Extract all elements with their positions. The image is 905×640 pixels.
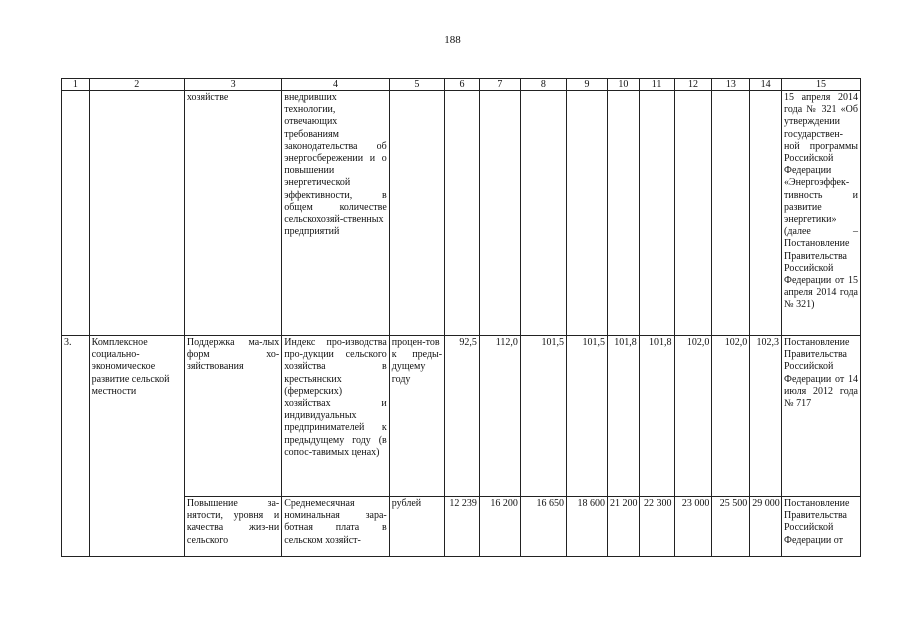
cell-value-empty	[674, 91, 712, 336]
cell-number	[62, 91, 90, 336]
col-header-1: 1	[62, 79, 90, 91]
cell-value: 101,8	[639, 336, 674, 497]
cell-value-empty	[639, 91, 674, 336]
col-header-2: 2	[89, 79, 184, 91]
cell-value: 102,0	[674, 336, 712, 497]
col-header-5: 5	[389, 79, 444, 91]
col-header-3: 3	[184, 79, 281, 91]
cell-value-empty	[712, 91, 750, 336]
cell-value: 92,5	[445, 336, 480, 497]
cell-source: 15 апреля 2014 года № 321 «Об утверждении государствен-ной программы Российской Федерации «Энергоэффек-тивность и развитие энергетики» (далее – Постановление Правительства Российской Федерации от 15 апреля 2014 года № 321)	[782, 91, 861, 336]
col-header-8: 8	[520, 79, 566, 91]
cell-value: 12 239	[445, 497, 480, 557]
cell-value: 21 200	[607, 497, 639, 557]
cell-source: Постановление Правительства Российской Федерации от	[782, 497, 861, 557]
cell-task: хозяйстве	[184, 91, 281, 336]
cell-unit: рублей	[389, 497, 444, 557]
cell-program: Комплексное социально-экономическое развитие сельской местности	[89, 336, 184, 557]
cell-value-empty	[750, 91, 782, 336]
cell-indicator: внедривших технологии, отвечающих требованиям законодательства об энергосбережении и о повышении энергетической эффективности, в общем количестве сельскохозяй-ственных предприятий	[282, 91, 390, 336]
cell-task: Повышение за-нятости, уровня и качества жиз-ни сельского	[184, 497, 281, 557]
cell-value-empty	[479, 91, 520, 336]
page-number: 188	[444, 34, 461, 46]
cell-value: 18 600	[566, 497, 607, 557]
cell-program	[89, 91, 184, 336]
cell-value: 25 500	[712, 497, 750, 557]
cell-unit: процен-тов к преды-дущему году	[389, 336, 444, 497]
cell-source: Постановление Правительства Российской Федерации от 14 июля 2012 года № 717	[782, 336, 861, 497]
cell-value-empty	[566, 91, 607, 336]
cell-value: 101,8	[607, 336, 639, 497]
col-header-7: 7	[479, 79, 520, 91]
col-header-10: 10	[607, 79, 639, 91]
cell-value: 22 300	[639, 497, 674, 557]
table-row-3a	[62, 336, 861, 497]
cell-value: 102,0	[712, 336, 750, 497]
cell-value: 29 000	[750, 497, 782, 557]
cell-indicator: Индекс про-изводства про-дукции сельского хозяйства в крестьянских (фермерских) хозяйствах и индивидуальных предпринимателей к предыдущему году (в сопос-тавимых ценах)	[282, 336, 390, 497]
cell-unit	[389, 91, 444, 336]
cell-value: 16 200	[479, 497, 520, 557]
cell-indicator: Среднемесячная номинальная зара-ботная плата в сельском хозяйст-	[282, 497, 390, 557]
cell-value: 23 000	[674, 497, 712, 557]
col-header-13: 13	[712, 79, 750, 91]
cell-value-empty	[607, 91, 639, 336]
col-header-15: 15	[782, 79, 861, 91]
cell-value: 101,5	[520, 336, 566, 497]
table-header	[62, 79, 861, 91]
indicators-table	[61, 78, 861, 557]
cell-task: Поддержка ма-лых форм хо-зяйствования	[184, 336, 281, 497]
col-header-12: 12	[674, 79, 712, 91]
col-header-9: 9	[566, 79, 607, 91]
table-row-continuation	[62, 91, 861, 336]
col-header-14: 14	[750, 79, 782, 91]
cell-value: 16 650	[520, 497, 566, 557]
cell-number: 3.	[62, 336, 90, 557]
cell-value: 101,5	[566, 336, 607, 497]
cell-value: 102,3	[750, 336, 782, 497]
col-header-6: 6	[445, 79, 480, 91]
cell-value-empty	[445, 91, 480, 336]
cell-value-empty	[520, 91, 566, 336]
col-header-11: 11	[639, 79, 674, 91]
cell-value: 112,0	[479, 336, 520, 497]
col-header-4: 4	[282, 79, 390, 91]
